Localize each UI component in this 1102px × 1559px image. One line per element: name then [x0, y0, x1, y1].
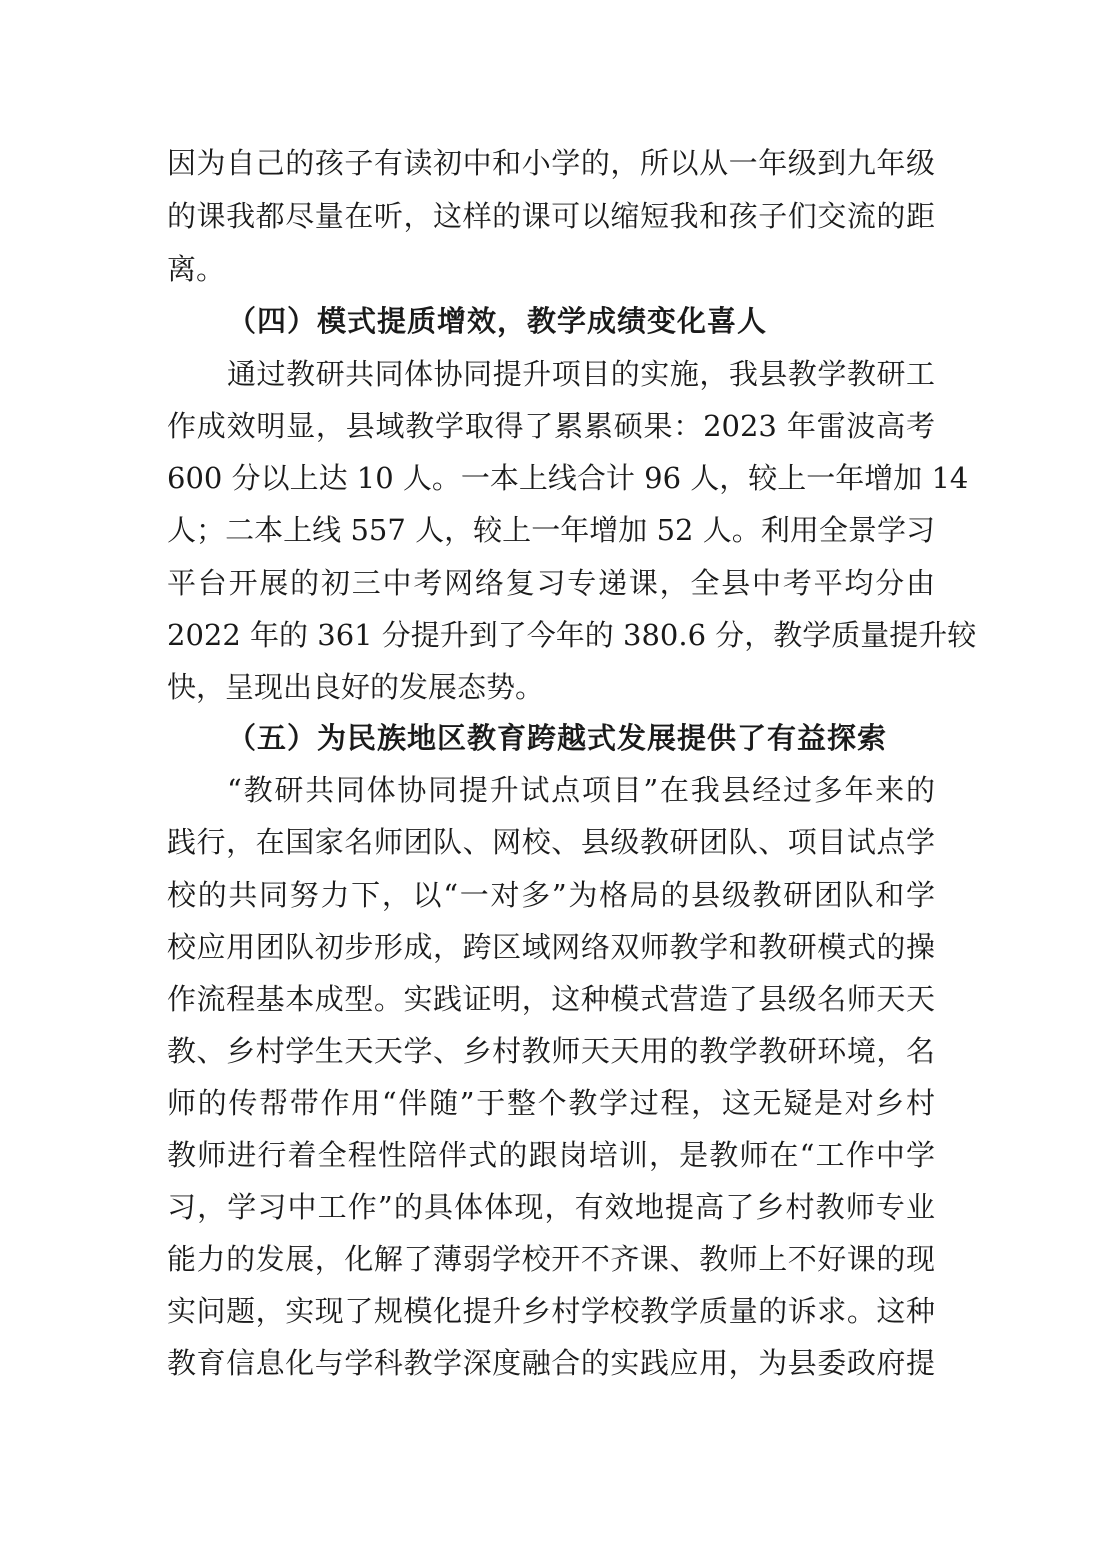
paragraph-1-line-3: 离。 — [167, 252, 226, 286]
section-heading-5: （五）为民族地区教育跨越式发展提供了有益探索 — [227, 721, 888, 755]
paragraph-3-line-12: 教育信息化与学科教学深度融合的实践应用，为县委政府提 — [167, 1346, 935, 1380]
section-heading-4: （四）模式提质增效，教学成绩变化喜人 — [227, 304, 768, 338]
paragraph-2-line-2: 作成效明显，县域教学取得了累累硕果：2023 年雷波高考 — [167, 409, 935, 443]
paragraph-1-line-2: 的课我都尽量在听，这样的课可以缩短我和孩子们交流的距 — [167, 199, 935, 233]
paragraph-3-line-11: 实问题，实现了规模化提升乡村学校教学质量的诉求。这种 — [167, 1294, 935, 1328]
paragraph-3-line-10: 能力的发展，化解了薄弱学校开不齐课、教师上不好课的现 — [167, 1242, 935, 1276]
paragraph-2-line-6: 2022 年的 361 分提升到了今年的 380.6 分，教学质量提升较 — [167, 618, 977, 652]
paragraph-2-line-1: 通过教研共同体协同提升项目的实施，我县教学教研工 — [227, 357, 935, 391]
paragraph-3-line-4: 校应用团队初步形成，跨区域网络双师教学和教研模式的操 — [167, 930, 935, 964]
paragraph-2-line-7: 快，呈现出良好的发展态势。 — [167, 670, 545, 704]
paragraph-2-line-5: 平台开展的初三中考网络复习专递课，全县中考平均分由 — [167, 566, 935, 600]
paragraph-3-line-9: 习，学习中工作”的具体体现，有效地提高了乡村教师专业 — [167, 1190, 935, 1224]
paragraph-3-line-7: 师的传帮带作用“伴随”于整个教学过程，这无疑是对乡村 — [167, 1086, 935, 1120]
paragraph-3-line-8: 教师进行着全程性陪伴式的跟岗培训，是教师在“工作中学 — [167, 1138, 935, 1172]
paragraph-3-line-6: 教、乡村学生天天学、乡村教师天天用的教学教研环境，名 — [167, 1034, 935, 1068]
paragraph-2-line-3: 600 分以上达 10 人。一本上线合计 96 人，较上一年增加 14 — [167, 461, 969, 495]
paragraph-2-line-4: 人；二本上线 557 人，较上一年增加 52 人。利用全景学习 — [167, 513, 935, 547]
paragraph-3-line-1: “教研共同体协同提升试点项目”在我县经过多年来的 — [227, 773, 935, 807]
paragraph-3-line-2: 践行，在国家名师团队、网校、县级教研团队、项目试点学 — [167, 825, 935, 859]
paragraph-3-line-5: 作流程基本成型。实践证明，这种模式营造了县级名师天天 — [167, 982, 935, 1016]
paragraph-3-line-3: 校的共同努力下，以“一对多”为格局的县级教研团队和学 — [167, 878, 935, 912]
paragraph-1-line-1: 因为自己的孩子有读初中和小学的，所以从一年级到九年级 — [167, 146, 935, 180]
